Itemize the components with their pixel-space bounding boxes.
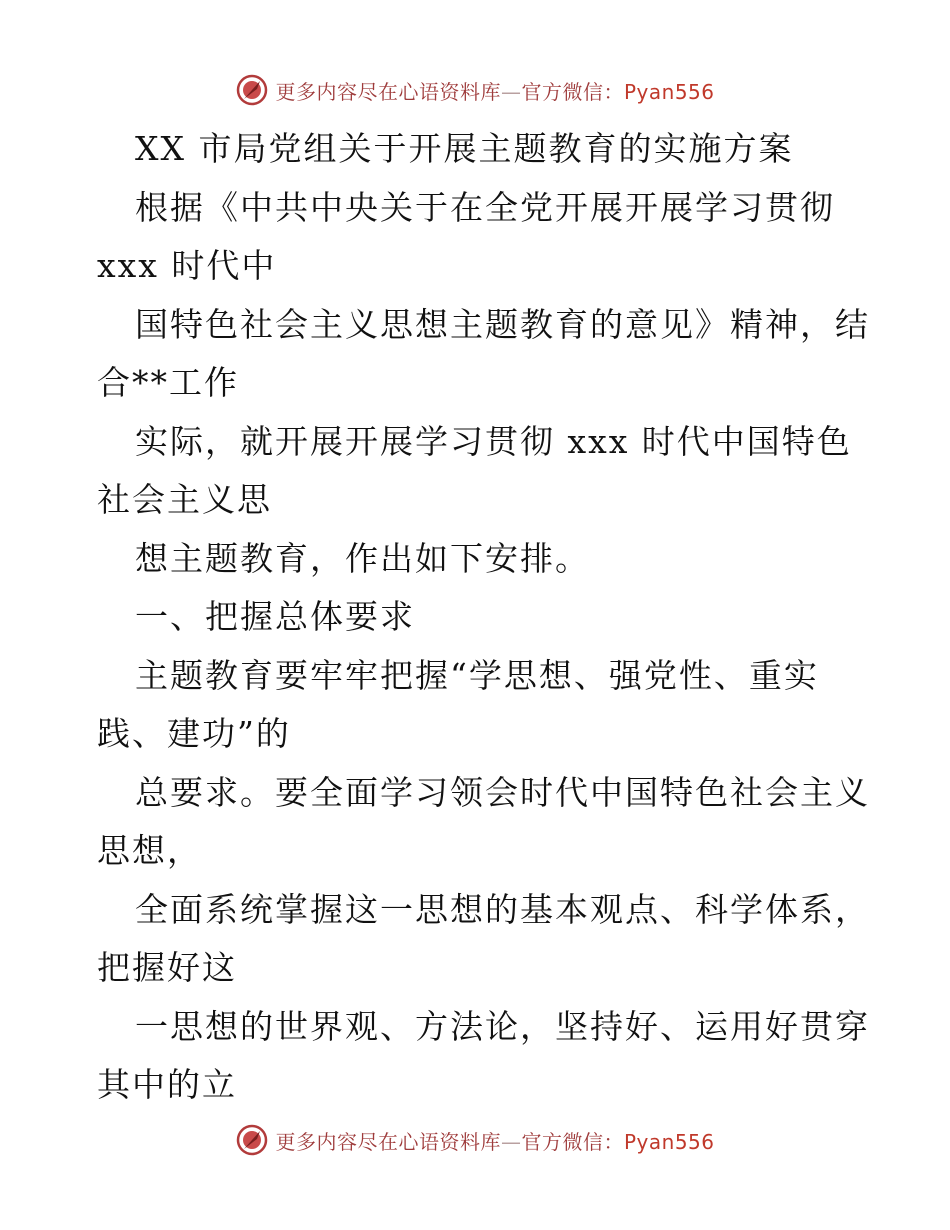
text-line: 一、把握总体要求 — [135, 597, 415, 636]
text-line: 践、建功”的 — [97, 714, 291, 753]
document-title: XX 市局党组关于开展主题教育的实施方案 — [135, 129, 794, 168]
watermark-id: Pyan556 — [623, 79, 715, 104]
watermark-separator: — — [500, 79, 522, 104]
watermark-label: 官方微信： — [521, 1129, 624, 1154]
text-line: 实际，就开展开展学习贯彻 xxx 时代中国特色 — [135, 421, 852, 461]
watermark-text — [275, 1126, 714, 1155]
watermark-separator: — — [500, 1129, 522, 1154]
text-line: 主题教育要牢牢把握“学思想、强党性、重实 — [135, 655, 819, 695]
text-line: 思想， — [97, 831, 202, 870]
watermark-label: 官方微信： — [521, 79, 624, 104]
watermark-banner-top — [0, 70, 950, 110]
watermark-text — [275, 76, 714, 105]
text-line: 想主题教育，作出如下安排。 — [135, 538, 590, 578]
text-line: 总要求。要全面学习领会时代中国特色社会主义 — [135, 772, 870, 812]
watermark-banner-bottom — [0, 1120, 950, 1160]
document-body — [97, 120, 870, 1115]
text-line: 一思想的世界观、方法论，坚持好、运用好贯穿 — [135, 1006, 870, 1046]
text-line: xxx 时代中 — [97, 246, 277, 285]
quill-logo-icon — [235, 73, 269, 107]
text-line: 其中的立 — [97, 1065, 237, 1104]
text-line: 社会主义思 — [97, 480, 272, 519]
text-line: 合**工作 — [97, 363, 239, 402]
watermark-slogan: 更多内容尽在心语资料库 — [275, 1129, 501, 1154]
text-line: 根据《中共中央关于在全党开展开展学习贯彻 — [135, 187, 835, 227]
text-line: 全面系统掌握这一思想的基本观点、科学体系， — [135, 889, 870, 929]
watermark-id: Pyan556 — [623, 1129, 715, 1154]
quill-logo-icon — [235, 1123, 269, 1157]
watermark-slogan: 更多内容尽在心语资料库 — [275, 79, 501, 104]
text-line: 把握好这 — [97, 948, 237, 987]
text-line: 国特色社会主义思想主题教育的意见》精神，结 — [135, 304, 870, 344]
